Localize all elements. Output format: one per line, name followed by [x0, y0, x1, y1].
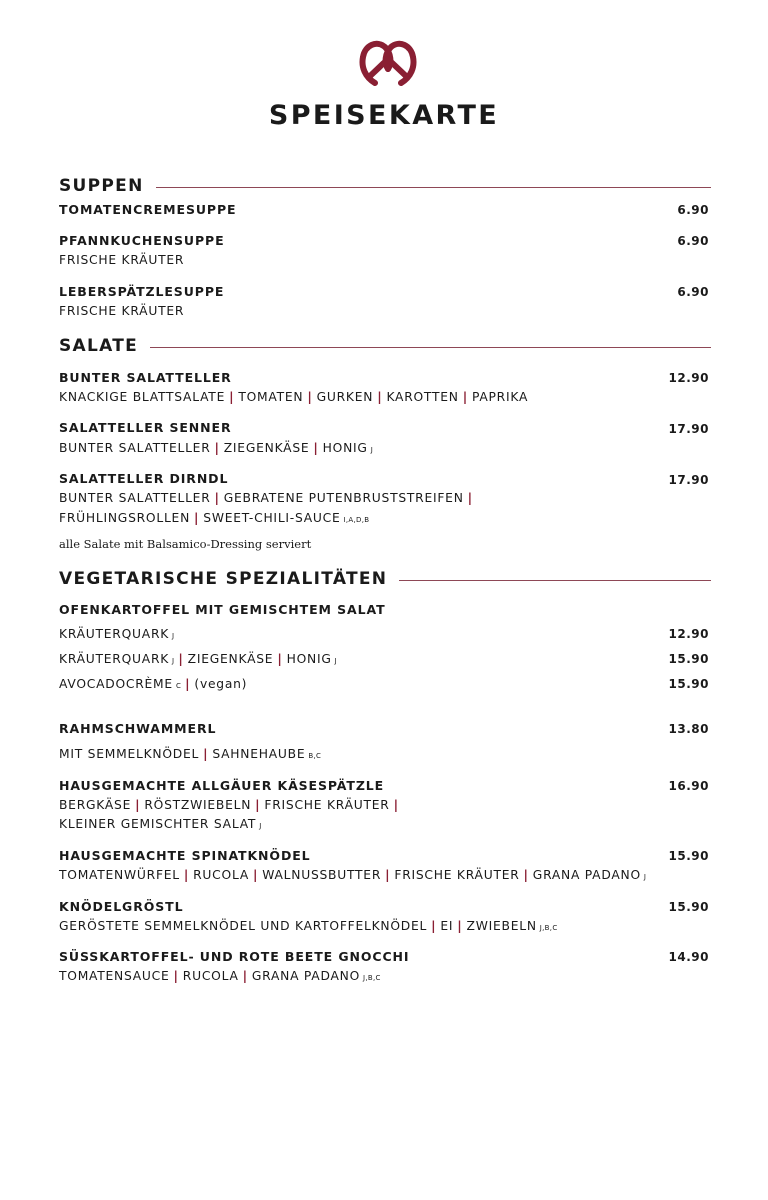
item-description	[59, 746, 321, 764]
item-price: 14.90	[668, 950, 709, 964]
separator: |	[214, 441, 220, 455]
desc-part: FRISCHE KRÄUTER	[394, 868, 520, 882]
item-description	[59, 797, 403, 813]
item-name: TOMATENCREMESUPPE	[59, 202, 237, 217]
desc-part: GEBRATENE PUTENBRUSTSTREIFEN	[223, 491, 464, 505]
desc-part: TOMATENSAUCE	[59, 969, 170, 983]
item-name: SALATTELLER DIRNDL	[59, 471, 229, 486]
desc-part: RUCOLA	[193, 868, 249, 882]
separator: |	[277, 652, 283, 666]
desc-part: RUCOLA	[182, 969, 239, 983]
item-name: HAUSGEMACHTE SPINATKNÖDEL	[59, 848, 311, 863]
allergen-code: J	[259, 822, 262, 830]
desc-part: KAROTTEN	[386, 390, 459, 404]
item-description	[59, 510, 369, 528]
separator: |	[462, 390, 468, 404]
separator: |	[214, 491, 220, 505]
item-price: 6.90	[677, 203, 709, 217]
separator: |	[393, 798, 399, 812]
allergen-code: J	[172, 632, 175, 640]
item-description	[59, 918, 558, 936]
desc-part: WALNUSSBUTTER	[262, 868, 382, 882]
item-name: SALATTELLER SENNER	[59, 420, 232, 435]
section-title: SALATE	[59, 336, 139, 356]
separator: |	[229, 390, 235, 404]
separator: |	[178, 652, 184, 666]
item-name: LEBERSPÄTZLESUPPE	[59, 284, 225, 299]
separator: |	[185, 677, 191, 691]
desc-part: KRÄUTERQUARK	[59, 627, 170, 641]
section-suppen	[59, 175, 711, 199]
desc-part: KNACKIGE BLATTSALATE	[59, 390, 226, 404]
item-name: OFENKARTOFFEL MIT GEMISCHTEM SALAT	[59, 602, 386, 617]
item-price: 15.90	[668, 900, 709, 914]
item-price: 13.80	[668, 722, 709, 736]
desc-part: BERGKÄSE	[59, 798, 132, 812]
desc-part: (vegan)	[194, 677, 248, 691]
item-price: 17.90	[668, 473, 709, 487]
allergen-code: J	[172, 657, 175, 665]
desc-part: ZWIEBELN	[466, 919, 537, 933]
allergen-code: J	[643, 873, 647, 881]
separator: |	[242, 969, 248, 983]
section-rule	[150, 347, 711, 348]
separator: |	[173, 969, 179, 983]
desc-part: EI	[440, 919, 454, 933]
desc-part: RÖSTZWIEBELN	[144, 798, 252, 812]
desc-part: BUNTER SALATTELLER	[59, 491, 211, 505]
separator: |	[313, 441, 319, 455]
allergen-code: I,A,D,B	[343, 516, 370, 524]
section-vegetarisch	[59, 568, 711, 592]
separator: |	[135, 798, 141, 812]
desc-part: FRÜHLINGSROLLEN	[59, 511, 191, 525]
item-description: FRISCHE KRÄUTER	[59, 304, 185, 318]
item-price: 6.90	[677, 285, 709, 299]
item-description	[59, 440, 373, 458]
section-title: VEGETARISCHE SPEZIALITÄTEN	[59, 569, 388, 589]
section-rule	[399, 580, 711, 581]
page-title: SPEISEKARTE	[268, 100, 500, 131]
allergen-code: B,C	[308, 752, 322, 760]
item-price: 12.90	[668, 371, 709, 385]
separator: |	[385, 868, 391, 882]
separator: |	[253, 868, 259, 882]
allergen-code: J,B,C	[539, 924, 558, 932]
desc-part: FRISCHE KRÄUTER	[264, 798, 390, 812]
allergen-code: J	[370, 446, 374, 454]
item-price: 15.90	[668, 652, 709, 666]
item-name: SÜSSKARTOFFEL- UND ROTE BEETE GNOCCHI	[59, 949, 410, 964]
desc-part: HONIG	[286, 652, 332, 666]
desc-part: KLEINER GEMISCHTER SALAT	[59, 817, 257, 831]
desc-part: TOMATENWÜRFEL	[59, 868, 180, 882]
allergen-code: J	[334, 657, 337, 665]
desc-part: BUNTER SALATTELLER	[59, 441, 211, 455]
allergen-code: J,B,C	[363, 974, 381, 982]
desc-part: SWEET-CHILI-SAUCE	[203, 511, 341, 525]
desc-part: HONIG	[322, 441, 368, 455]
item-price: 6.90	[677, 234, 709, 248]
separator: |	[307, 390, 313, 404]
separator: |	[203, 747, 209, 761]
section-title: SUPPEN	[59, 176, 144, 196]
item-variant	[59, 626, 174, 644]
item-name: RAHMSCHWAMMERL	[59, 721, 217, 736]
item-price: 15.90	[668, 849, 709, 863]
item-price: 12.90	[668, 627, 709, 641]
desc-part: ZIEGENKÄSE	[223, 441, 310, 455]
separator: |	[255, 798, 261, 812]
item-description: FRISCHE KRÄUTER	[59, 253, 185, 267]
allergen-code: C	[175, 682, 182, 690]
desc-part: GRANA PADANO	[532, 868, 641, 882]
desc-part: MIT SEMMELKNÖDEL	[59, 747, 200, 761]
pretzel-icon	[359, 37, 417, 87]
separator: |	[431, 919, 437, 933]
section-rule	[156, 187, 711, 188]
item-name: HAUSGEMACHTE ALLGÄUER KÄSESPÄTZLE	[59, 778, 385, 793]
item-description	[59, 389, 528, 405]
separator: |	[467, 491, 473, 505]
desc-part: KRÄUTERQUARK	[59, 652, 170, 666]
item-name: BUNTER SALATTELLER	[59, 370, 232, 385]
item-description	[59, 490, 477, 506]
separator: |	[183, 868, 190, 882]
item-price: 15.90	[668, 677, 709, 691]
separator: |	[523, 868, 529, 882]
item-variant	[59, 651, 337, 669]
item-variant	[59, 676, 247, 694]
salad-note: alle Salate mit Balsamico-Dressing serviert	[59, 537, 312, 551]
separator: |	[194, 511, 200, 525]
desc-part: PAPRIKA	[471, 390, 529, 404]
item-description	[59, 816, 262, 834]
section-salate	[59, 335, 711, 359]
desc-part: ZIEGENKÄSE	[187, 652, 274, 666]
separator: |	[457, 919, 463, 933]
item-description	[59, 867, 646, 885]
desc-part: TOMATEN	[238, 390, 304, 404]
item-name: PFANNKUCHENSUPPE	[59, 233, 225, 248]
desc-part: GRANA PADANO	[251, 969, 360, 983]
desc-part: GURKEN	[316, 390, 374, 404]
item-description	[59, 968, 381, 986]
desc-part: AVOCADOCRÈME	[59, 677, 173, 691]
item-price: 16.90	[668, 779, 709, 793]
item-name: KNÖDELGRÖSTL	[59, 899, 184, 914]
desc-part: GERÖSTETE SEMMELKNÖDEL UND KARTOFFELKNÖDEL	[59, 919, 428, 933]
item-price: 17.90	[668, 422, 709, 436]
desc-part: SAHNEHAUBE	[212, 747, 306, 761]
separator: |	[377, 390, 383, 404]
